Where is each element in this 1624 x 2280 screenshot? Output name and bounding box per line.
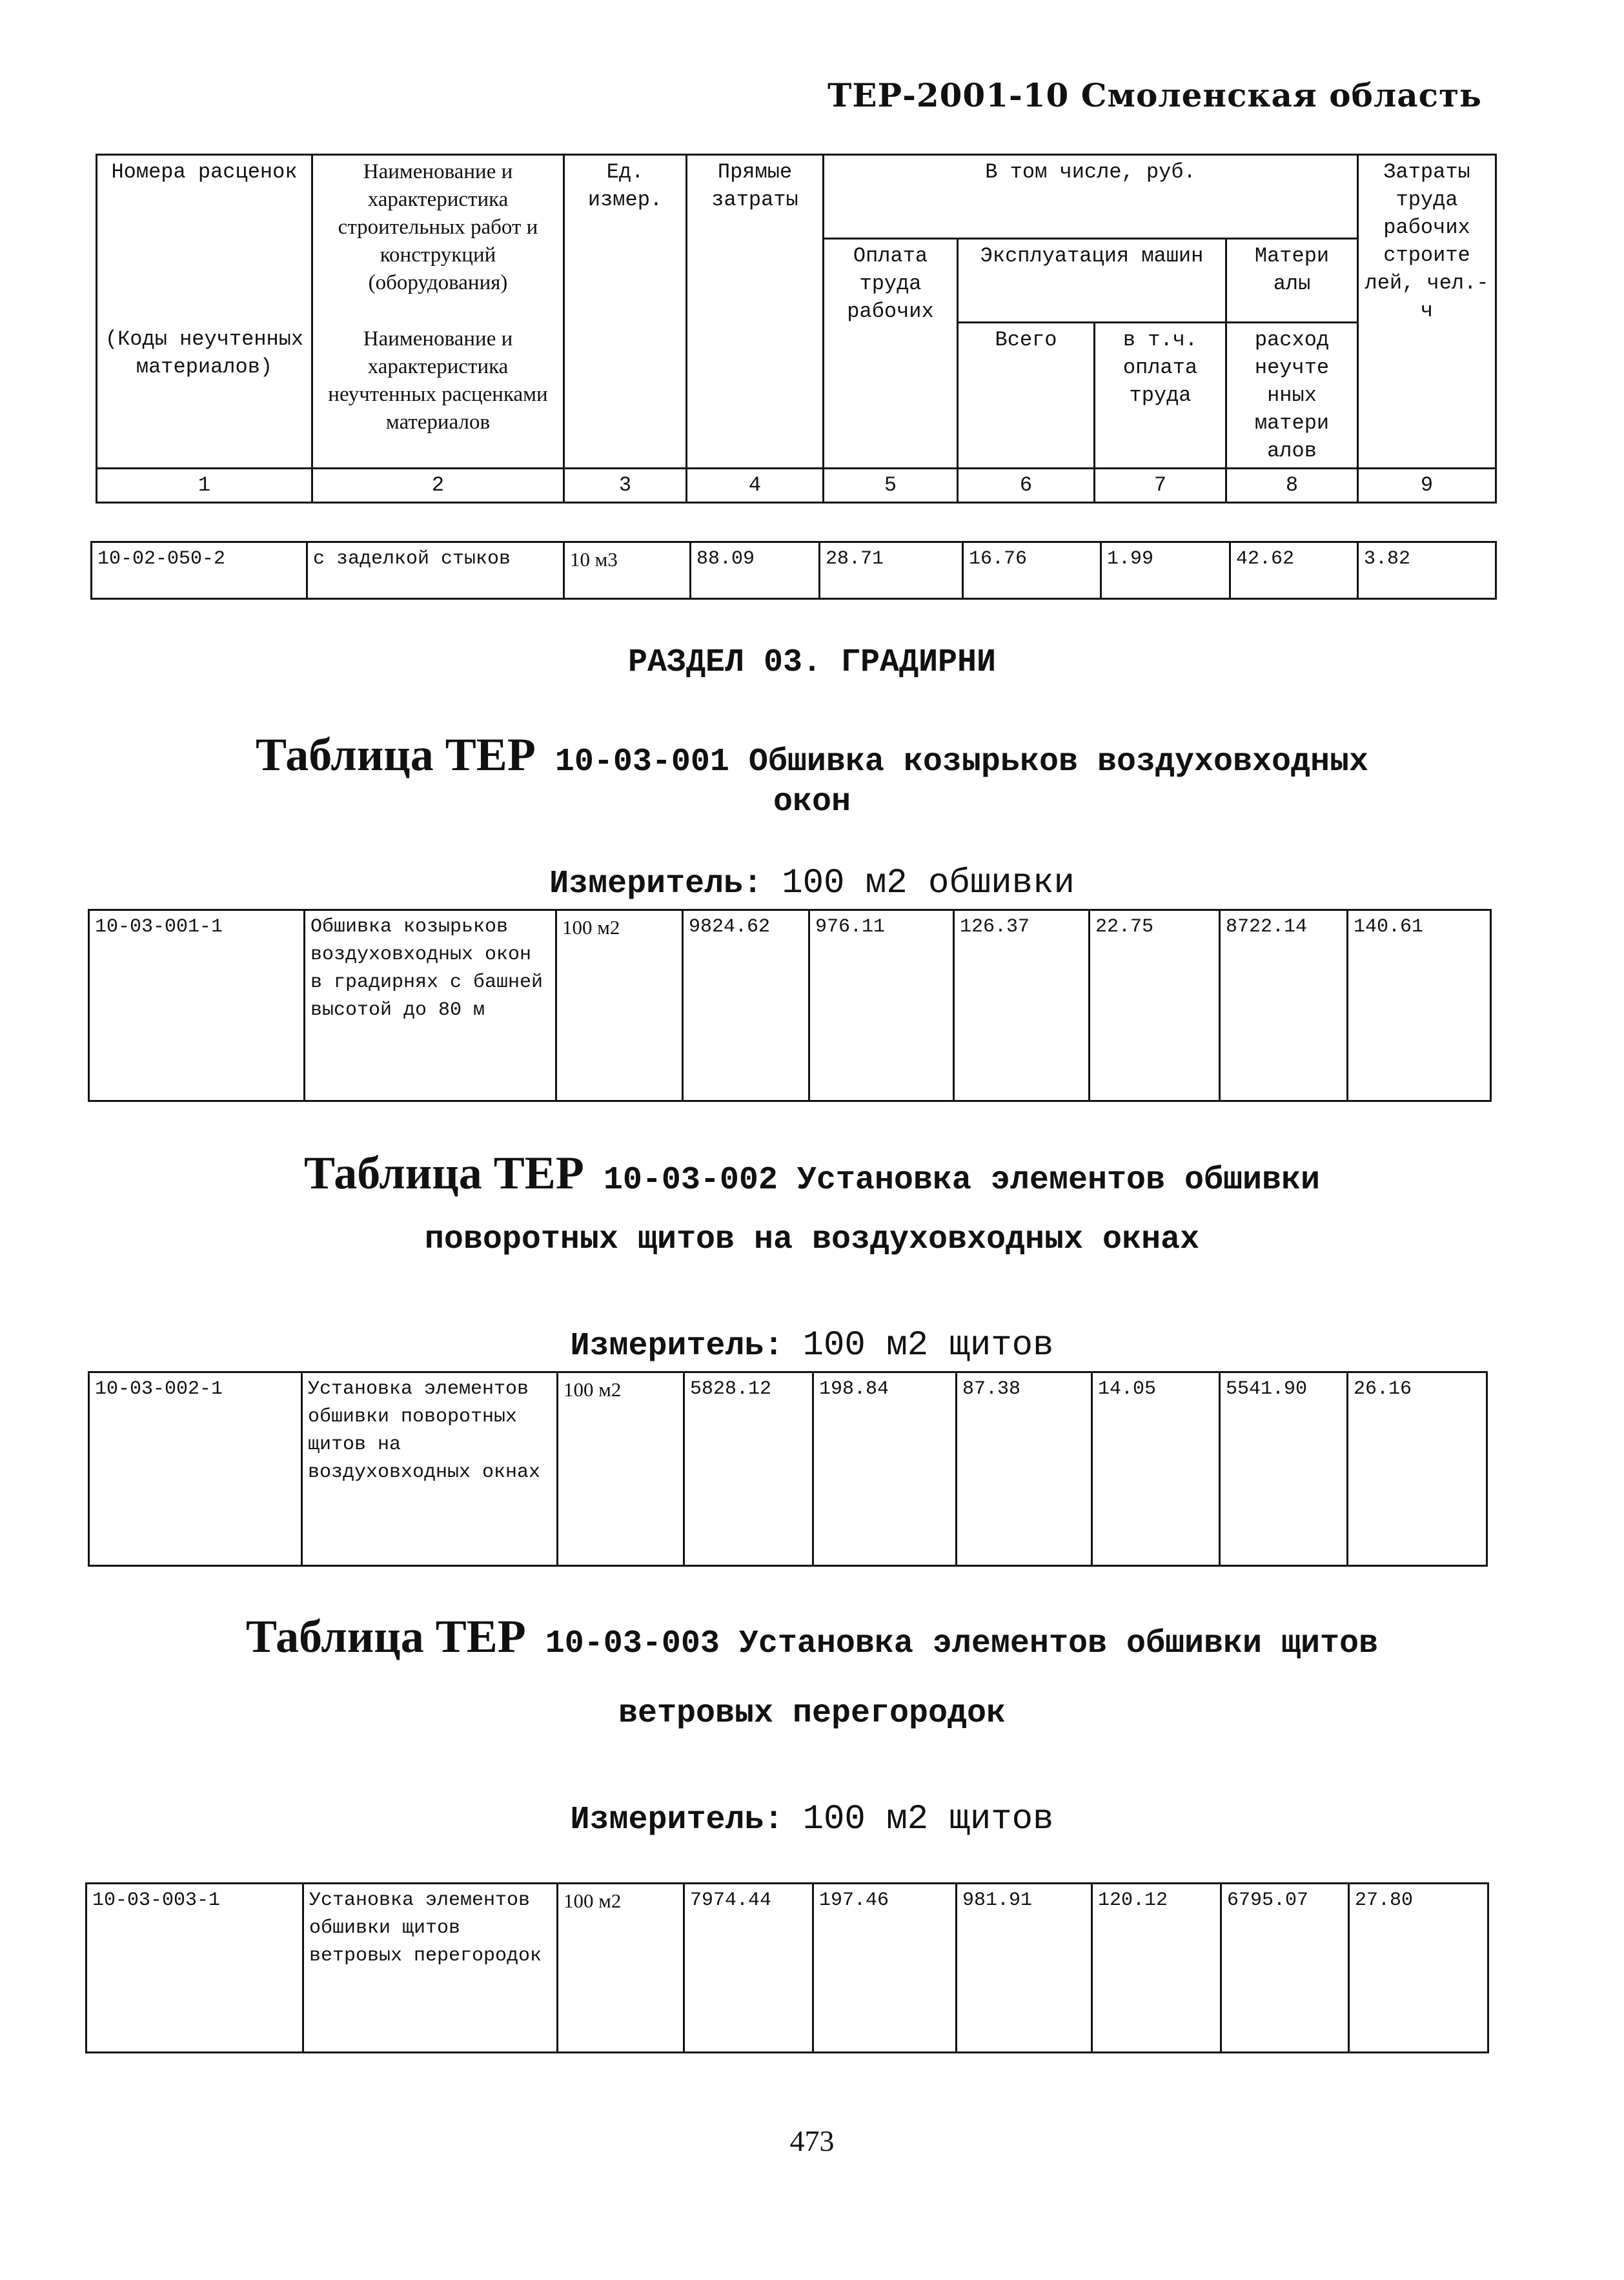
data-table-001	[88, 909, 1492, 1102]
row-name: с заделкой стыков	[307, 542, 564, 599]
row-machines: 981.91	[957, 1884, 1092, 2053]
table-number: 10-03-002	[603, 1162, 778, 1199]
header-num-3: 3	[564, 469, 687, 503]
table-title-003	[0, 1610, 1624, 1664]
header-num-1: 1	[97, 469, 312, 503]
table-title-line1: Установка элементов обшивки	[797, 1162, 1321, 1199]
row-materials: 8722.14	[1220, 910, 1348, 1101]
header-num-2: 2	[312, 469, 564, 503]
table-row	[89, 1372, 1487, 1566]
measure-label: Измеритель:	[549, 866, 763, 902]
row-unit: 100 м2	[558, 1372, 684, 1566]
row-machines-wages: 14.05	[1092, 1372, 1220, 1566]
header-materials: Матери алы	[1226, 239, 1358, 323]
row-labor: 140.61	[1348, 910, 1491, 1101]
row-direct: 5828.12	[684, 1372, 813, 1566]
table-title-lead: Таблица ТЕР	[255, 729, 536, 780]
measure-value: 100 м2 щитов	[802, 1800, 1054, 1839]
row-machines: 87.38	[957, 1372, 1092, 1566]
table-title-002	[0, 1146, 1624, 1200]
table-title-002-line2: поворотных щитов на воздуховходных окнах	[424, 1221, 1200, 1258]
row-wages: 198.84	[813, 1372, 957, 1566]
header-num-5: 5	[824, 469, 958, 503]
row-name: Установка элементов обшивки поворотных щитов на воздуховходных окнах	[302, 1372, 558, 1566]
row-unit: 10 м3	[564, 542, 691, 599]
header-table	[96, 154, 1497, 504]
row-wages: 197.46	[813, 1884, 957, 2053]
row-machines-wages: 120.12	[1092, 1884, 1221, 2053]
page-number: 473	[789, 2124, 835, 2157]
header-col2-bottom: Наименование и характеристика неучтенных расценками материалов	[312, 323, 564, 469]
table-title-001	[0, 728, 1624, 782]
measure-value: 100 м2 щитов	[802, 1326, 1054, 1365]
header-machines: Эксплуатация машин	[958, 239, 1226, 323]
row-materials: 42.62	[1230, 542, 1358, 599]
header-direct-costs: Прямые затраты	[687, 155, 824, 469]
row-materials: 6795.07	[1221, 1884, 1349, 2053]
row-labor: 27.80	[1349, 1884, 1488, 2053]
row-direct: 7974.44	[684, 1884, 813, 2053]
header-unit: Ед. измер.	[564, 155, 687, 469]
measure-value: 100 м2 обшивки	[782, 864, 1075, 903]
header-num-9: 9	[1358, 469, 1496, 503]
row-direct: 9824.62	[683, 910, 809, 1101]
header-wages: Оплата труда рабочих	[824, 239, 958, 469]
table-row	[92, 542, 1496, 599]
header-machines-total: Всего	[958, 323, 1095, 469]
row-name: Установка элементов обшивки щитов ветровых перегородок	[303, 1884, 558, 2053]
row-machines: 126.37	[954, 910, 1090, 1101]
table-title-003-line2: ветровых перегородок	[618, 1695, 1006, 1732]
header-col2-top: Наименование и характеристика строительных работ и конструкций (оборудования)	[312, 155, 564, 323]
row-code: 10-03-001-1	[89, 910, 305, 1101]
header-machines-wages: в т.ч. оплата труда	[1095, 323, 1226, 469]
running-head: ТЕР-2001-10 Смоленская область	[827, 76, 1482, 114]
data-table-002	[88, 1371, 1488, 1567]
row-machines-wages: 1.99	[1101, 542, 1230, 599]
row-unit: 100 м2	[558, 1884, 684, 2053]
table-title-001-line2: окон	[773, 784, 851, 820]
row-wages: 976.11	[809, 910, 954, 1101]
row-prev-table	[90, 541, 1497, 600]
table-number: 10-03-003	[545, 1625, 720, 1662]
row-wages: 28.71	[820, 542, 963, 599]
measure-label: Измеритель:	[570, 1802, 784, 1838]
table-row	[89, 910, 1491, 1101]
header-num-8: 8	[1226, 469, 1358, 503]
measure-001	[0, 864, 1624, 903]
table-row	[86, 1884, 1488, 2053]
row-machines: 16.76	[963, 542, 1101, 599]
row-direct: 88.09	[691, 542, 820, 599]
row-code: 10-03-003-1	[86, 1884, 303, 2053]
table-number: 10-03-001	[554, 744, 729, 780]
table-title-line1: Установка элементов обшивки щитов	[738, 1625, 1379, 1662]
header-num-4: 4	[687, 469, 824, 503]
row-unit: 100 м2	[556, 910, 683, 1101]
row-code: 10-02-050-2	[92, 542, 307, 599]
row-machines-wages: 22.75	[1090, 910, 1220, 1101]
header-unaccounted-materials: расход неучте нных матери алов	[1226, 323, 1358, 469]
header-including: В том числе, руб.	[824, 155, 1358, 239]
table-title-lead: Таблица ТЕР	[303, 1147, 584, 1199]
row-code: 10-03-002-1	[89, 1372, 302, 1566]
header-col1-bottom: (Коды неучтенных материалов)	[97, 323, 312, 469]
row-labor: 3.82	[1358, 542, 1496, 599]
header-labor: Затраты труда рабочих строите лей, чел.-ч	[1358, 155, 1496, 469]
measure-label: Измеритель:	[570, 1328, 784, 1365]
header-num-7: 7	[1095, 469, 1226, 503]
measure-002	[0, 1326, 1624, 1365]
row-labor: 26.16	[1348, 1372, 1487, 1566]
row-materials: 5541.90	[1220, 1372, 1348, 1566]
measure-003	[0, 1800, 1624, 1839]
data-table-003	[85, 1882, 1489, 2053]
table-title-line1: Обшивка козырьков воздуховходных	[748, 744, 1369, 780]
row-name: Обшивка козырьков воздуховходных окон в градирнях с башней высотой до 80 м	[305, 910, 556, 1101]
table-title-lead: Таблица ТЕР	[245, 1611, 526, 1662]
header-num-6: 6	[958, 469, 1095, 503]
section-title: РАЗДЕЛ 03. ГРАДИРНИ	[627, 644, 997, 681]
header-col1-top: Номера расценок	[97, 155, 312, 323]
